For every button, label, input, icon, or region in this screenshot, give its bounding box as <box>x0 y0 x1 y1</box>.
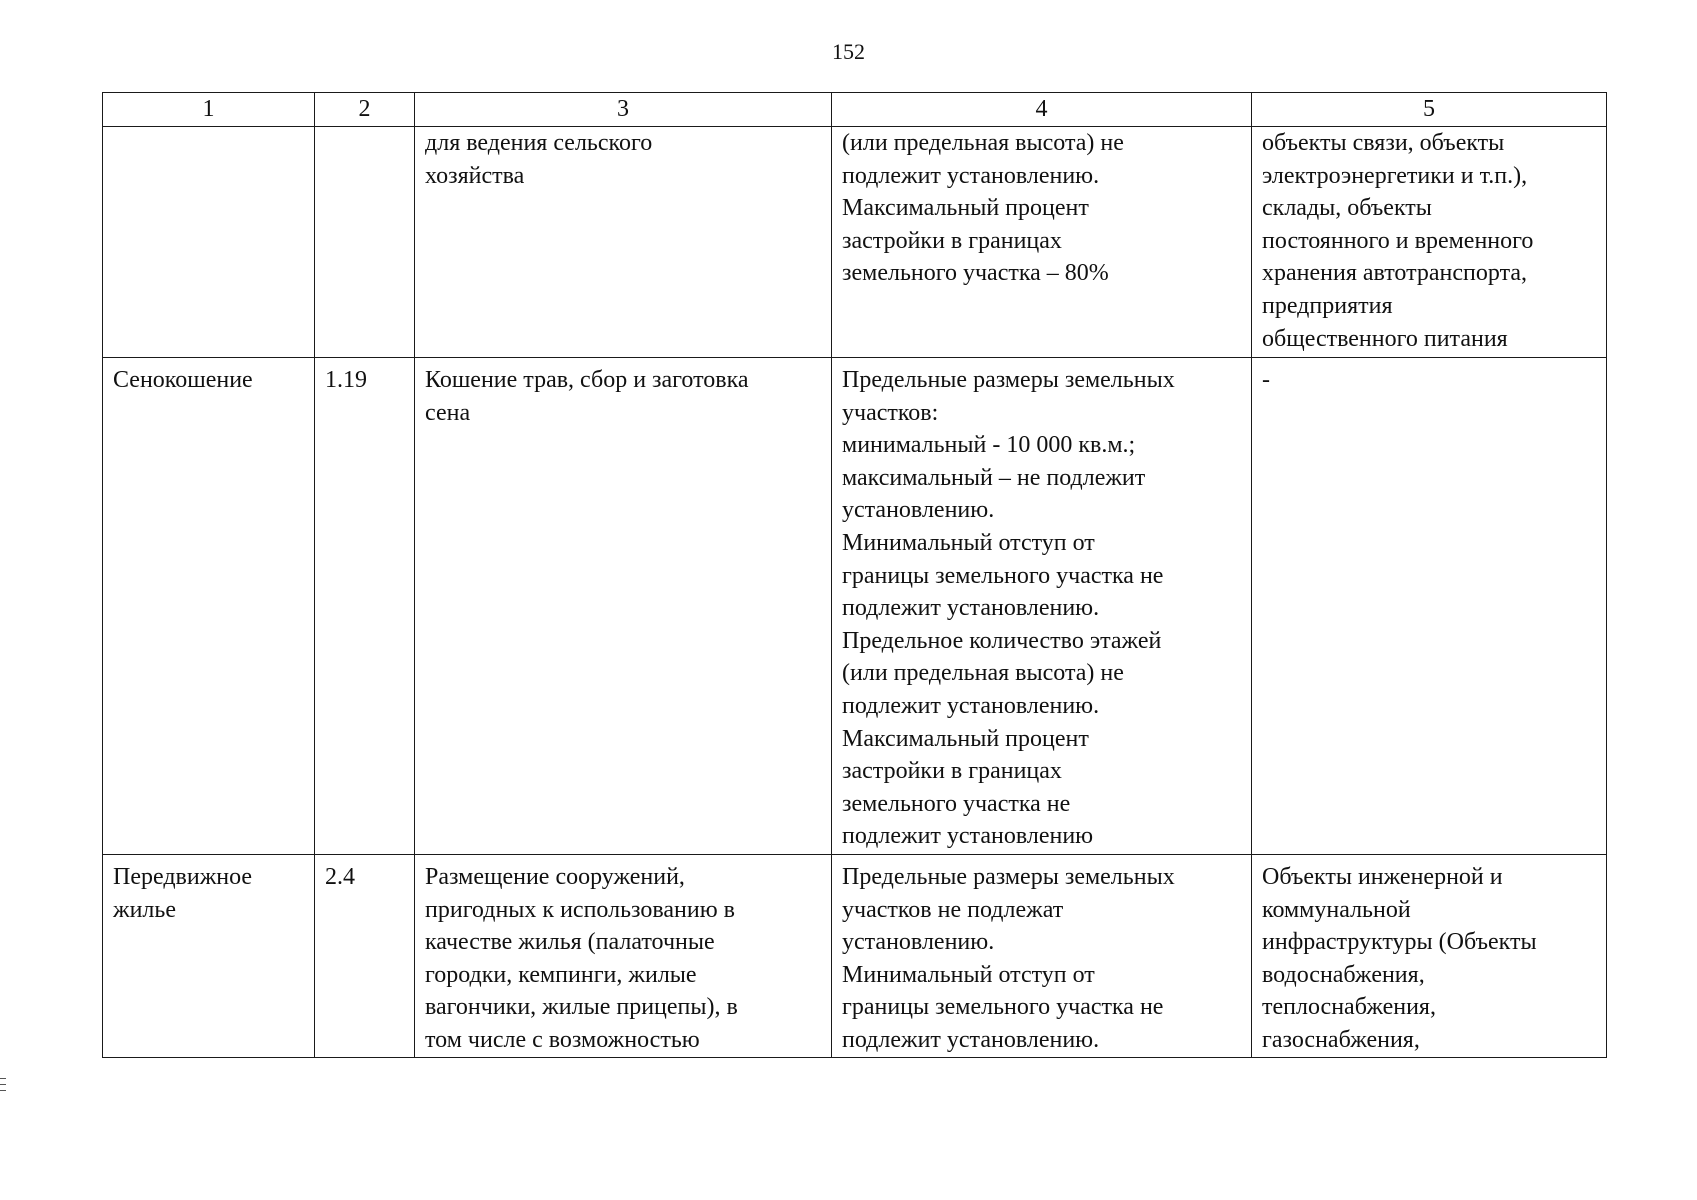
text-line: объекты связи, объекты <box>1262 130 1505 156</box>
header-row <box>103 93 1607 127</box>
text-line: пригодных к использованию в <box>425 896 735 923</box>
text-line: Передвижное <box>113 864 253 890</box>
text-line: электроэнергетики и т.п.), <box>1262 162 1528 189</box>
regulations-table <box>102 92 1607 1058</box>
text-line: земельного участка не <box>842 790 1071 817</box>
text-line: Кошение трав, сбор и заготовка <box>425 367 749 393</box>
text-line: (или предельная высота) не <box>842 130 1124 156</box>
text-line: городки, кемпинги, жилые <box>425 961 697 988</box>
text-line: подлежит установлению. <box>842 1026 1100 1053</box>
cell-parameters <box>832 855 1252 1058</box>
cell-use-name <box>103 127 315 358</box>
text-line: 2.4 <box>325 864 355 890</box>
cell-description <box>415 127 832 358</box>
cell-auxiliary-uses <box>1252 127 1607 358</box>
text-line: подлежит установлению. <box>842 595 1100 622</box>
text-line: (или предельная высота) не <box>842 660 1124 687</box>
text-line: качестве жилья (палаточные <box>425 929 715 956</box>
text-line: Максимальный процент <box>842 195 1089 222</box>
cell-code <box>315 855 415 1058</box>
text-line: подлежит установлению. <box>842 162 1100 189</box>
cell-parameters <box>832 358 1252 855</box>
text-line: Размещение сооружений, <box>425 864 685 890</box>
cell-auxiliary-uses <box>1252 855 1607 1058</box>
text-line: водоснабжения, <box>1262 961 1425 988</box>
text-line: Предельное количество этажей <box>842 627 1162 654</box>
cell-auxiliary-uses <box>1252 358 1607 855</box>
text-line: теплоснабжения, <box>1262 994 1436 1021</box>
cell-description <box>415 855 832 1058</box>
text-line: - <box>1262 367 1270 393</box>
cell-parameters <box>832 127 1252 358</box>
text-line: земельного участка – 80% <box>842 260 1109 287</box>
column-header-2: 2 <box>315 93 415 127</box>
text-line: Сенокошение <box>113 367 253 393</box>
text-line: застройки в границах <box>842 227 1062 254</box>
text-line: границы земельного участка не <box>842 994 1164 1021</box>
text-line: участков: <box>842 399 939 426</box>
column-header-1: 1 <box>103 93 315 127</box>
text-line: минимальный - 10 000 кв.м.; <box>842 432 1136 459</box>
column-header-5: 5 <box>1252 93 1607 127</box>
text-line: 1.19 <box>325 367 367 393</box>
text-line: максимальный – не подлежит <box>842 464 1146 491</box>
text-line: том числе с возможностью <box>425 1026 700 1053</box>
text-line: Предельные размеры земельных <box>842 367 1175 393</box>
page-number: 152 <box>832 39 865 64</box>
table-row <box>103 855 1607 1058</box>
cell-code <box>315 358 415 855</box>
text-line: общественного питания <box>1262 325 1508 352</box>
text-line: хозяйства <box>425 162 525 189</box>
text-line: предприятия <box>1262 292 1393 319</box>
text-line: застройки в границах <box>842 758 1062 785</box>
text-line: подлежит установлению <box>842 823 1094 850</box>
text-line: вагончики, жилые прицепы), в <box>425 994 738 1021</box>
text-line: подлежит установлению. <box>842 692 1100 719</box>
text-line: установлению. <box>842 929 995 956</box>
text-line: инфраструктуры (Объекты <box>1262 929 1537 956</box>
text-line: склады, объекты <box>1262 195 1432 222</box>
cell-use-name <box>103 358 315 855</box>
table-row <box>103 127 1607 358</box>
text-line: Предельные размеры земельных <box>842 864 1175 890</box>
column-header-4: 4 <box>832 93 1252 127</box>
text-line: газоснабжения, <box>1262 1026 1420 1053</box>
text-line: сена <box>425 399 471 426</box>
text-line: Объекты инженерной и <box>1262 864 1503 890</box>
column-header-3: 3 <box>415 93 832 127</box>
text-line: Минимальный отступ от <box>842 529 1095 556</box>
text-line: Максимальный процент <box>842 725 1089 752</box>
cell-code <box>315 127 415 358</box>
text-line: хранения автотранспорта, <box>1262 260 1528 287</box>
text-line: участков не подлежат <box>842 896 1064 923</box>
text-line: постоянного и временного <box>1262 227 1534 254</box>
text-line: коммунальной <box>1262 896 1411 923</box>
text-line: установлению. <box>842 497 995 524</box>
text-line: жилье <box>113 896 176 923</box>
text-line: для ведения сельского <box>425 130 653 156</box>
cell-description <box>415 358 832 855</box>
text-line: Минимальный отступ от <box>842 961 1095 988</box>
binding-mark <box>0 1078 6 1096</box>
text-line: границы земельного участка не <box>842 562 1164 589</box>
table-row <box>103 358 1607 855</box>
cell-use-name <box>103 855 315 1058</box>
